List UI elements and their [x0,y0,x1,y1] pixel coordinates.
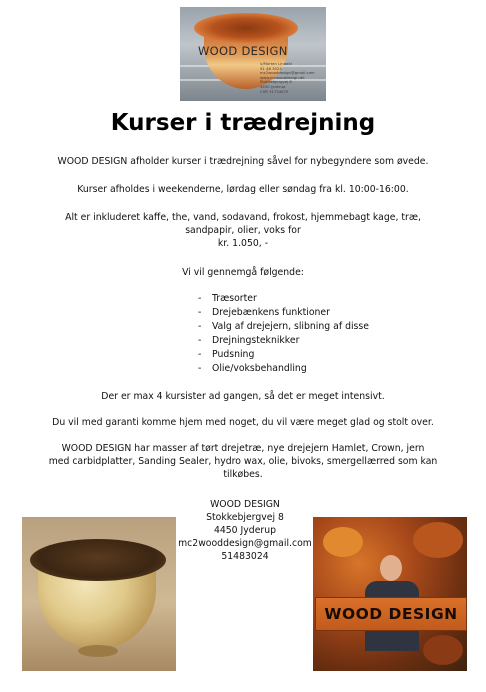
logo-photo [180,7,326,101]
price-text: kr. 1.050, - [217,238,269,249]
bowl-base [78,645,118,657]
list-item: - Pudsning [198,349,255,360]
included-text [40,211,446,250]
list-item-label: Valg af drejejern, slibning af disse [212,321,369,332]
intro-text: WOOD DESIGN afholder kurser i trædrejning såvel for nybegyndere som øvede. [57,156,429,167]
sales-text [40,442,446,481]
topics-heading: Vi vil gennemgå følgende: [182,267,304,278]
list-item-label: Drejningsteknikker [212,335,300,346]
logo-brand-text: WOOD DESIGN [198,44,288,58]
logo-detail-line: CVR 31724975 [260,88,289,94]
guarantee-text: Du vil med garanti komme hjem med noget, du vil være meget glad og stolt over. [52,417,434,428]
list-item: - Træsorter [198,293,257,304]
person-head [380,555,402,581]
address-email: mc2wooddesign@gmail.com [178,538,312,549]
included-line: sandpapir, olier, voks for [185,225,301,236]
wooden-bowl-photo [22,517,176,671]
wood-sign [315,597,467,631]
logo-detail-line: Stokkebjergvej 8 [260,79,292,85]
sign-text: WOOD DESIGN [324,605,458,623]
list-item: - Olie/voksbehandling [198,363,307,374]
included-line: Alt er inkluderet kaffe, the, vand, sodavand, frokost, hjemmebagt kage, træ, [65,212,421,223]
list-item-label: Pudsning [212,349,255,360]
address-company: WOOD DESIGN [210,499,280,510]
turned-bowl-rim [194,13,298,43]
contact-address [165,498,325,563]
list-item: - Drejebænkens funktioner [198,307,330,318]
list-item: - Valg af drejejern, slibning af disse [198,321,369,332]
capacity-text: Der er max 4 kursister ad gangen, så det er meget intensivt. [101,391,385,402]
logo-contact-details [260,62,322,94]
list-item-label: Olie/voksbehandling [212,363,307,374]
sales-line: tilkøbes. [223,469,263,480]
logo-detail-line: 4450 Jyderup [260,83,286,89]
address-street: Stokkebjergvej 8 [206,512,284,523]
sales-line: med carbidplatter, Sanding Sealer, hydro wax, olie, bivoks, smergellærred som kan [48,456,438,467]
logo-detail-line: mc2wooddesign@gmail.com [260,70,315,76]
topics-list [198,292,369,376]
foliage [423,635,463,665]
bowl-bark-rim [30,539,166,581]
address-city: 4450 Jyderup [213,525,277,536]
list-item-label: Træsorter [212,293,257,304]
schedule-text: Kurser afholdes i weekenderne, lørdag eller søndag fra kl. 10:00-16:00. [77,184,409,195]
sales-line: WOOD DESIGN har masser af tørt drejetræ, nye drejejern Hamlet, Crown, jern [61,443,425,454]
man-with-sign-photo [313,517,467,671]
logo-detail-line: www.mcwooddesign.dk [260,74,305,80]
foliage [413,522,463,558]
logo-detail-line: 51 48 3024 [260,65,282,71]
list-item: - Drejningsteknikker [198,335,300,346]
logo-detail-line: v/Morten Lindahl [260,61,292,66]
address-phone: 51483024 [221,551,269,562]
page-title: Kurser i trædrejning [110,110,376,136]
foliage [323,527,363,557]
list-item-label: Drejebænkens funktioner [212,307,330,318]
